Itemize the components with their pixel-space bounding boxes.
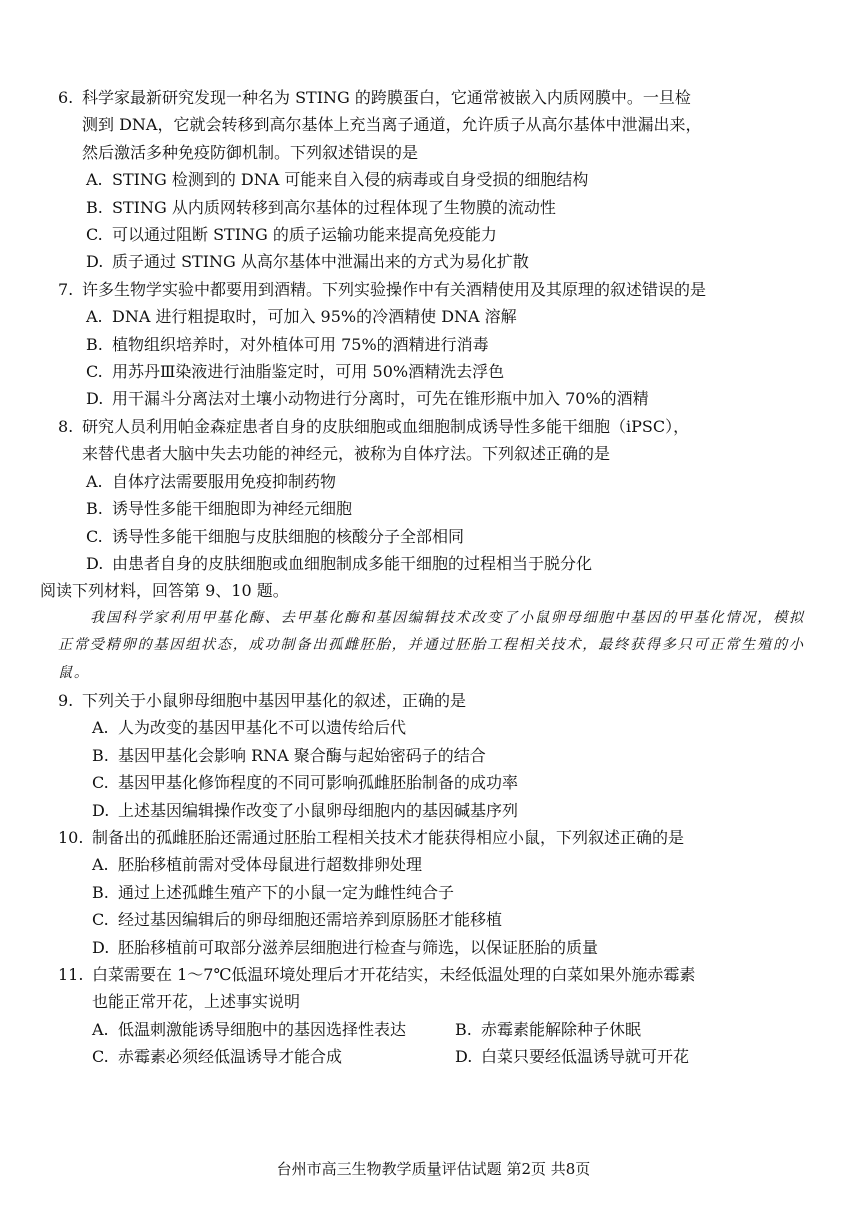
option-text: STING 检测到的 DNA 可能来自入侵的病毒或自身受损的细胞结构 xyxy=(112,170,589,190)
question-number: 9. xyxy=(58,690,74,710)
option-text: 赤霉素必须经低温诱导才能合成 xyxy=(118,1047,343,1067)
option-row xyxy=(58,1043,818,1070)
option-letter: D. xyxy=(455,1047,473,1067)
option-d xyxy=(58,248,818,275)
option-letter: A. xyxy=(86,471,103,491)
option-letter: C. xyxy=(86,225,103,245)
question-stem-line: 然后激活多种免疫防御机制。下列叙述错误的是 xyxy=(82,142,419,162)
question-7 xyxy=(58,276,818,413)
option-letter: A. xyxy=(86,170,103,190)
option-a xyxy=(58,303,818,330)
option-letter: A. xyxy=(86,307,103,327)
option-letter: C. xyxy=(86,362,103,382)
option-b xyxy=(58,331,818,358)
reading-passage-text: 我国科学家利用甲基化酶、去甲基化酶和基因编辑技术改变了小鼠卵母细胞中基因的甲基化情况，模拟正常受精卵的基因组状态，成功制备出孤雌胚胎，并通过胚胎工程相关技术，最终获得多只可正常生殖的小鼠。 xyxy=(58,609,805,681)
option-d xyxy=(58,550,818,577)
option-d xyxy=(58,385,818,412)
option-text: 用干漏斗分离法对土壤小动物进行分离时，可先在锥形瓶中加入 70%的酒精 xyxy=(112,389,649,409)
question-number: 7. xyxy=(58,279,74,299)
option-letter: B. xyxy=(86,197,103,217)
reading-intro: 阅读下列材料，回答第 9、10 题。 xyxy=(40,581,289,601)
option-letter: A. xyxy=(92,718,109,738)
option-letter: B. xyxy=(86,334,103,354)
option-letter: C. xyxy=(92,910,109,930)
option-b xyxy=(58,495,818,522)
question-list xyxy=(40,84,818,1071)
option-letter: D. xyxy=(86,252,104,272)
question-stem-line: 制备出的孤雌胚胎还需通过胚胎工程相关技术才能获得相应小鼠，下列叙述正确的是 xyxy=(92,827,685,847)
option-d xyxy=(58,934,818,961)
question-10 xyxy=(58,824,818,961)
option-text: 经过基因编辑后的卵母细胞还需培养到原肠胚才能移植 xyxy=(118,910,503,930)
page-footer: 台州市高三生物教学质量评估试题 第2页 共8页 xyxy=(276,1160,591,1178)
option-b xyxy=(58,194,818,221)
option-letter: C. xyxy=(92,773,109,793)
option-text: 低温刺激能诱导细胞中的基因选择性表达 xyxy=(118,1019,407,1039)
option-b xyxy=(58,742,818,769)
option-d xyxy=(58,797,818,824)
option-c xyxy=(92,1043,455,1070)
option-letter: D. xyxy=(92,800,110,820)
option-text: 胚胎移植前可取部分滋养层细胞进行检查与筛选，以保证胚胎的质量 xyxy=(118,937,599,957)
question-stem-line: 研究人员利用帕金森症患者自身的皮肤细胞或血细胞制成诱导性多能干细胞（iPSC）， xyxy=(82,416,690,436)
question-stem-line: 来替代患者大脑中失去功能的神经元，被称为自体疗法。下列叙述正确的是 xyxy=(82,444,611,464)
option-text: 基因甲基化会影响 RNA 聚合酶与起始密码子的结合 xyxy=(118,745,486,765)
option-text: STING 从内质网转移到高尔基体的过程体现了生物膜的流动性 xyxy=(112,197,556,217)
option-a xyxy=(58,468,818,495)
option-text: 植物组织培养时，对外植体可用 75%的酒精进行消毒 xyxy=(112,334,489,354)
question-stem-line: 下列关于小鼠卵母细胞中基因甲基化的叙述，正确的是 xyxy=(82,690,467,710)
option-text: 白菜只要经低温诱导就可开花 xyxy=(481,1047,690,1067)
question-6 xyxy=(58,84,818,276)
question-8 xyxy=(58,413,818,577)
question-number: 8. xyxy=(58,416,74,436)
option-text: 质子通过 STING 从高尔基体中泄漏出来的方式为易化扩散 xyxy=(112,252,529,272)
option-c xyxy=(58,769,818,796)
option-text: 诱导性多能干细胞即为神经元细胞 xyxy=(112,499,353,519)
option-text: 自体疗法需要服用免疫抑制药物 xyxy=(112,471,337,491)
option-letter: B. xyxy=(455,1019,472,1039)
question-number: 10. xyxy=(58,827,84,847)
option-letter: D. xyxy=(92,937,110,957)
option-c xyxy=(58,221,818,248)
question-number: 11. xyxy=(58,965,84,984)
option-text: 上述基因编辑操作改变了小鼠卵母细胞内的基因碱基序列 xyxy=(118,800,519,820)
option-text: 赤霉素能解除种子休眠 xyxy=(481,1019,642,1039)
option-letter: A. xyxy=(92,1019,109,1039)
option-b xyxy=(58,879,818,906)
option-c xyxy=(58,358,818,385)
option-row xyxy=(58,1016,818,1043)
reading-material xyxy=(40,577,818,687)
question-number: 6. xyxy=(58,88,74,107)
option-text: 胚胎移植前需对受体母鼠进行超数排卵处理 xyxy=(118,855,423,875)
option-text: 基因甲基化修饰程度的不同可影响孤雌胚胎制备的成功率 xyxy=(118,773,519,793)
option-b xyxy=(455,1016,818,1043)
option-text: 由患者自身的皮肤细胞或血细胞制成多能干细胞的过程相当于脱分化 xyxy=(112,553,593,573)
option-c xyxy=(58,523,818,550)
option-letter: B. xyxy=(92,882,109,902)
option-text: 通过上述孤雌生殖产下的小鼠一定为雌性纯合子 xyxy=(118,882,455,902)
option-letter: B. xyxy=(86,499,103,519)
option-letter: D. xyxy=(86,553,104,573)
option-text: 用苏丹Ⅲ染液进行油脂鉴定时，可用 50%酒精洗去浮色 xyxy=(112,362,505,382)
option-letter: D. xyxy=(86,389,104,409)
option-d xyxy=(455,1043,818,1070)
option-a xyxy=(58,714,818,741)
option-letter: C. xyxy=(86,526,103,546)
question-stem-line: 测到 DNA，它就会转移到高尔基体上充当离子通道，允许质子从高尔基体中泄漏出来， xyxy=(82,115,702,135)
question-9 xyxy=(58,687,818,824)
option-text: 可以通过阻断 STING 的质子运输功能来提高免疫能力 xyxy=(112,225,497,245)
option-letter: B. xyxy=(92,745,109,765)
option-a xyxy=(58,851,818,878)
option-a xyxy=(58,166,818,193)
option-a xyxy=(92,1016,455,1043)
option-text: DNA 进行粗提取时，可加入 95%的冷酒精使 DNA 溶解 xyxy=(112,307,517,327)
question-11 xyxy=(58,961,818,1071)
option-text: 人为改变的基因甲基化不可以遗传给后代 xyxy=(118,718,407,738)
question-stem-line: 白菜需要在 1～7℃低温环境处理后才开花结实，未经低温处理的白菜如果外施赤霉素 xyxy=(92,965,696,984)
option-c xyxy=(58,906,818,933)
reading-passage xyxy=(58,605,818,687)
option-letter: A. xyxy=(92,855,109,875)
option-text: 诱导性多能干细胞与皮肤细胞的核酸分子全部相同 xyxy=(112,526,465,546)
question-stem-line: 科学家最新研究发现一种名为 STING 的跨膜蛋白，它通常被嵌入内质网膜中。一旦检 xyxy=(82,88,691,107)
question-stem-line: 也能正常开花，上述事实说明 xyxy=(92,992,301,1012)
option-letter: C. xyxy=(92,1047,109,1067)
question-stem-line: 许多生物学实验中都要用到酒精。下列实验操作中有关酒精使用及其原理的叙述错误的是 xyxy=(82,279,707,299)
